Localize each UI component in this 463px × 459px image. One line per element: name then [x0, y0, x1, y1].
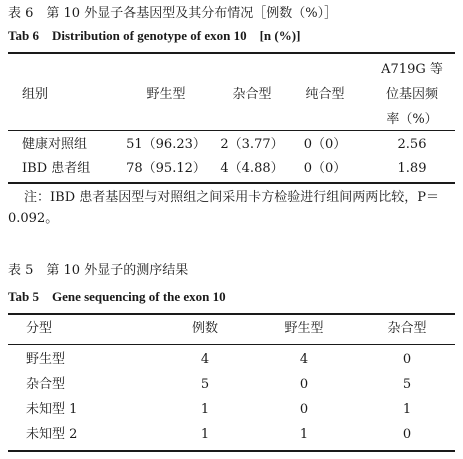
- table6-caption-en: Tab 6 Distribution of genotype of exon 10 [n (%)]: [8, 28, 301, 43]
- table5-header-hetero: 杂合型: [387, 321, 427, 336]
- table6-header-freq-2: 位基因频: [385, 87, 439, 102]
- table5-row2-hetero: 5: [402, 377, 412, 392]
- table6-note: 注：IBD 患者基因型与对照组之间采用卡方检验进行组间两两比较，P＝0.092。: [8, 190, 439, 226]
- table6-row2-freq: 1.89: [397, 161, 427, 176]
- table6-row1-freq: 2.56: [397, 137, 427, 152]
- table5-header-rule: [8, 344, 455, 345]
- table5-header-count: 例数: [191, 321, 219, 336]
- table5-row1-hetero: 0: [402, 352, 412, 367]
- table5-row1-type: 野生型: [26, 352, 66, 367]
- table6-row2-wild: 78（95.12）: [126, 161, 206, 176]
- table6-row1-group: 健康对照组: [22, 137, 88, 152]
- table6-row2-homo: 0（0）: [303, 161, 347, 176]
- table6-header-homo: 纯合型: [305, 87, 345, 102]
- table5-top-rule: [8, 313, 455, 315]
- table5-row3-hetero: 1: [402, 402, 412, 417]
- table6-header-group: 组别: [22, 87, 49, 102]
- table6-header-wild: 野生型: [146, 87, 186, 102]
- table6-row1-homo: 0（0）: [303, 137, 347, 152]
- table5-row3-count: 1: [200, 402, 210, 417]
- table6-row2-group: IBD 患者组: [22, 161, 91, 176]
- table5-caption-cn: 表 5 第 10 外显子的测序结果: [8, 263, 189, 278]
- table5-row1-wild: 4: [299, 352, 309, 367]
- table6-header-rule: [8, 130, 455, 131]
- table6-caption-cn: 表 6 第 10 外显子各基因型及其分布情况［例数（%）］: [8, 6, 338, 21]
- table6-top-rule: [8, 52, 455, 54]
- table5-row4-wild: 1: [299, 427, 309, 442]
- table6-row1-hetero: 2（3.77）: [220, 137, 284, 152]
- table6-bottom-rule: [8, 182, 455, 184]
- table5-row4-count: 1: [200, 427, 210, 442]
- table6-row1-wild: 51（96.23）: [126, 137, 206, 152]
- table6-header-hetero: 杂合型: [232, 87, 272, 102]
- table6-row2-hetero: 4（4.88）: [220, 161, 284, 176]
- table5-header-type: 分型: [26, 321, 53, 336]
- table5-row2-type: 杂合型: [26, 377, 66, 392]
- table6-header-freq-1: A719G 等: [381, 62, 443, 77]
- table5-row1-count: 4: [200, 352, 210, 367]
- table6-header-freq-3: 率（%）: [386, 112, 438, 127]
- table5-row3-wild: 0: [299, 402, 309, 417]
- table5-header-wild: 野生型: [284, 321, 324, 336]
- table5-row2-wild: 0: [299, 377, 309, 392]
- table5-row2-count: 5: [200, 377, 210, 392]
- table5-row4-type: 未知型 2: [26, 427, 78, 442]
- table5-bottom-rule: [8, 450, 455, 452]
- table5-row3-type: 未知型 1: [26, 402, 78, 417]
- table5-row4-hetero: 0: [402, 427, 412, 442]
- table5-caption-en: Tab 5 Gene sequencing of the exon 10: [8, 289, 226, 304]
